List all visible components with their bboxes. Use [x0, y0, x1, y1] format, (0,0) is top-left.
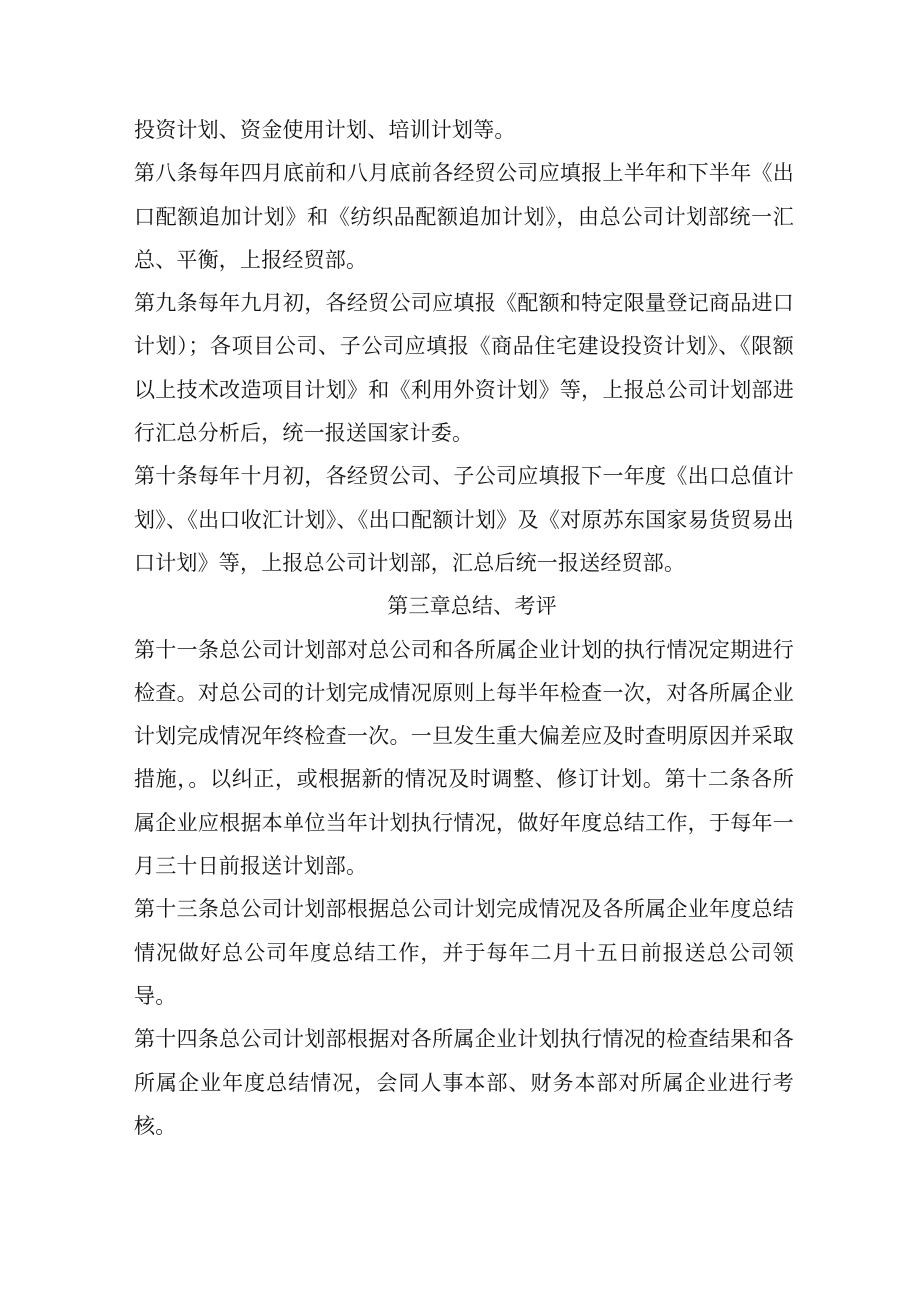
paragraph-article-11-12: 第十一条总公司计划部对总公司和各所属企业计划的执行情况定期进行检查。对总公司的计划完成情况原则上每半年检查一次，对各所属企业计划完成情况年终检查一次。一旦发生重大偏差应及时查明原因并采取措施，。以纠正，或根据新的情况及时调整、修订计划。第十二条各所属企业应根据本单位当年计划执行情况，做好年度总结工作，于每年一月三十日前报送计划部。	[134, 637, 794, 879]
paragraph-investment-plans: 投资计划、资金使用计划、培训计划等。	[134, 118, 516, 142]
chapter-heading: 第三章总结、考评	[387, 594, 557, 619]
paragraph-article-8: 第八条每年四月底前和八月底前各经贸公司应填报上半年和下半年《出口配额追加计划》和《纺织品配额追加计划》，由总公司计划部统一汇总、平衡，上报经贸部。	[134, 161, 794, 272]
paragraph-article-10: 第十条每年十月初，各经贸公司、子公司应填报下一年度《出口总值计划》、《出口收汇计划》、《出口配额计划》及《对原苏东国家易货贸易出口计划》等，上报总公司计划部，汇总后统一报送经贸部。	[134, 464, 794, 575]
paragraph-article-13: 第十三条总公司计划部根据总公司计划完成情况及各所属企业年度总结情况做好总公司年度总结工作，并于每年二月十五日前报送总公司领导。	[134, 897, 794, 1008]
document-body	[134, 109, 794, 1148]
paragraph-article-14: 第十四条总公司计划部根据对各所属企业计划执行情况的检查结果和各所属企业年度总结情况，会同人事本部、财务本部对所属企业进行考核。	[134, 1027, 794, 1138]
paragraph-article-9: 第九条每年九月初，各经贸公司应填报《配额和特定限量登记商品进口计划）；各项目公司、子公司应填报《商品住宅建设投资计划》、《限额以上技术改造项目计划》和《利用外资计划》等，上报总公司计划部进行汇总分析后，统一报送国家计委。	[134, 291, 794, 446]
